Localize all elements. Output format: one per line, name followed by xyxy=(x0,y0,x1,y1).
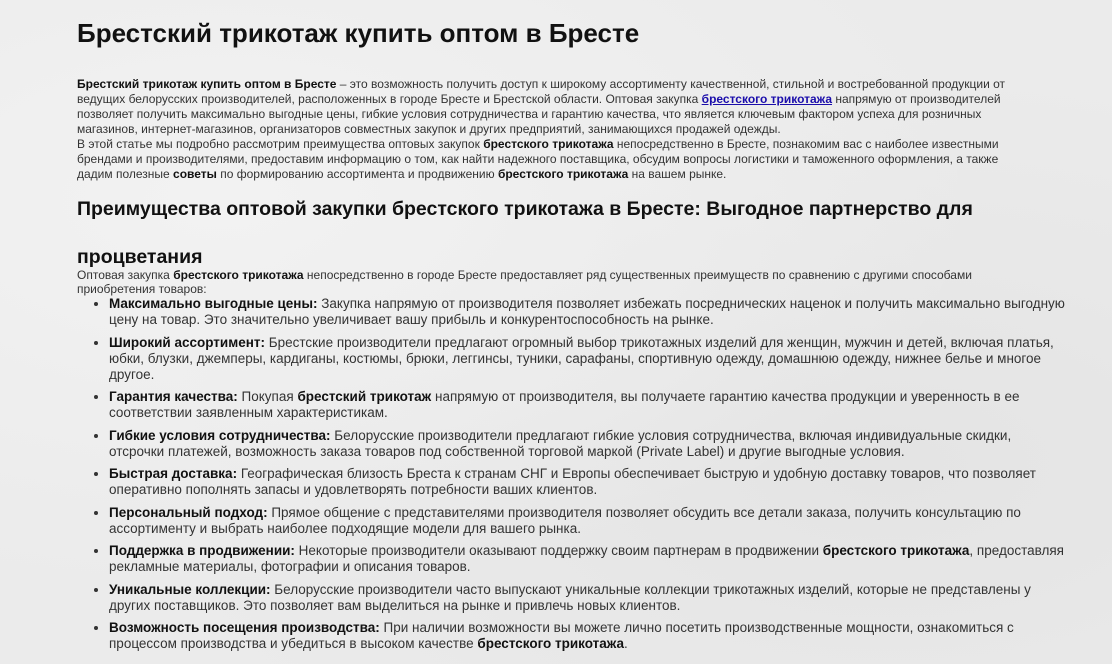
item-text: Закупка напрямую от производителя позволяет избежать посреднических наценок и получить максимально выгодную цену на товар. Это значительно увеличивает вашу прибыль и конкурентоспособность на рынке. xyxy=(109,296,1065,327)
item-term: Гибкие условия сотрудничества: xyxy=(109,427,331,443)
item-bold: брестского трикотажа xyxy=(822,543,970,558)
item-text: Географическая близость Бреста к странам СНГ и Европы обеспечивает быструю и удобную доставку товаров, что позволяет оперативно пополнять запасы и удовлетворять потребности ваших клиентов. xyxy=(109,466,1036,497)
list-item xyxy=(109,505,1069,537)
item-term: Гарантия качества: xyxy=(109,389,238,404)
item-text: Некоторые производители оказывают поддержку своим партнерам в продвижении xyxy=(294,543,823,558)
intro-bold: брестского трикотажа xyxy=(483,137,614,151)
item-text: Брестские производители предлагают огромный выбор трикотажных изделий для женщин, мужчин и детей, включая платья, юбки, блузки, джемперы, кардиганы, костюмы, брюки, леггинсы, туники, сарафаны, спортивную одежду, домашнюю одежду, нижнее белье и многое другое. xyxy=(109,334,1054,382)
lead-bold: брестского трикотажа xyxy=(173,268,304,282)
benefits-list xyxy=(77,296,1069,659)
item-text: , предоставляя рекламные материалы, фотографии и описания товаров. xyxy=(109,543,1064,574)
item-bold: брестский трикотаж xyxy=(297,389,432,404)
item-bold: брестского трикотажа xyxy=(477,636,625,651)
brest-knitwear-link[interactable]: брестского трикотажа xyxy=(701,92,833,106)
list-item xyxy=(109,620,1069,652)
item-text: При наличии возможности вы можете лично посетить производственные мощности, ознакомиться с процессом производства и убедиться в высоком качестве xyxy=(109,620,1014,651)
item-term: Возможность посещения производства: xyxy=(109,620,380,635)
intro-text: напрямую от производителей позволяет получить максимально выгодные цены, гибкие условия сотрудничества и гарантию качества, что является ключевым фактором успеха для розничных магазинов, интернет-магазинов, организаторов совместных закупок и других предприятий, занимающихся продажей одежды. xyxy=(77,92,1001,136)
item-text: Покупая xyxy=(237,389,298,404)
intro-text: на вашем рынке. xyxy=(628,167,727,181)
list-item xyxy=(109,335,1069,383)
list-item xyxy=(109,582,1069,614)
item-term: Максимально выгодные цены: xyxy=(109,296,318,311)
item-text: . xyxy=(624,636,628,651)
item-term: Быстрая доставка: xyxy=(109,466,238,481)
list-item xyxy=(109,543,1069,575)
item-term: Персональный подход: xyxy=(109,504,268,520)
item-text: Белорусские производители предлагают гибкие условия сотрудничества, включая индивидуальные скидки, отсрочки платежей, возможность заказа товаров под собственной торговой маркой (Private Label) и другие выгодные условия. xyxy=(109,427,1012,459)
intro-bold: советы xyxy=(173,167,217,181)
item-term: Уникальные коллекции: xyxy=(109,581,271,597)
lead-text: непосредственно в городе Бресте предоставляет ряд существенных преимуществ по сравнению с другими способами приобретения товаров: xyxy=(77,268,972,296)
list-item xyxy=(109,428,1069,460)
list-item xyxy=(109,466,1069,498)
intro-paragraph-2 xyxy=(77,137,1037,182)
intro-text: непосредственно в Бресте, познакомим вас с наиболее известными брендами и производителями, предоставим информацию о том, как найти надежного поставщика, обсудим вопросы логистики и таможенного оформления, а также дадим полезные xyxy=(77,137,999,181)
intro-text: по формированию ассортимента и продвижению xyxy=(216,167,498,181)
item-term: Широкий ассортимент: xyxy=(109,334,265,350)
item-text: Прямое общение с представителями производителя позволяет обсудить все детали заказа, получить консультацию по ассортименту и выбрать наиболее подходящие модели для вашего рынка. xyxy=(109,504,1021,536)
intro-bold-title: Брестский трикотаж купить оптом в Бресте xyxy=(77,77,337,91)
intro-text: – это возможность получить доступ к широкому ассортименту качественной, стильной и востребованной продукции от ведущих белорусских производителей, расположенных в городе Бресте и Брестской области. Оптовая закупка xyxy=(77,77,1006,106)
item-text: Белорусские производители часто выпускают уникальные коллекции трикотажных изделий, которые не представлены у других поставщиков. Это позволяет вам выделиться на рынке и привлечь новых клиентов. xyxy=(109,581,1031,613)
section-lead xyxy=(77,268,1037,296)
section-heading: Преимущества оптовой закупки брестского трикотажа в Бресте: Выгодное партнерство для процветания xyxy=(77,198,973,268)
lead-text: Оптовая закупка xyxy=(77,268,174,282)
item-term: Поддержка в продвижении: xyxy=(109,543,295,558)
intro-bold: брестского трикотажа xyxy=(497,167,629,181)
list-item xyxy=(109,389,1069,421)
intro-text: В этой статье мы подробно рассмотрим преимущества оптовых закупок xyxy=(77,137,484,151)
page-title: Брестский трикотаж купить оптом в Бресте xyxy=(77,18,640,48)
item-text: напрямую от производителя, вы получаете гарантию качества продукции и уверенность в ее соответствии заявленным характеристикам. xyxy=(109,389,1020,420)
list-item xyxy=(109,296,1069,328)
intro-paragraph-1 xyxy=(77,77,1037,137)
intro xyxy=(77,77,1037,182)
